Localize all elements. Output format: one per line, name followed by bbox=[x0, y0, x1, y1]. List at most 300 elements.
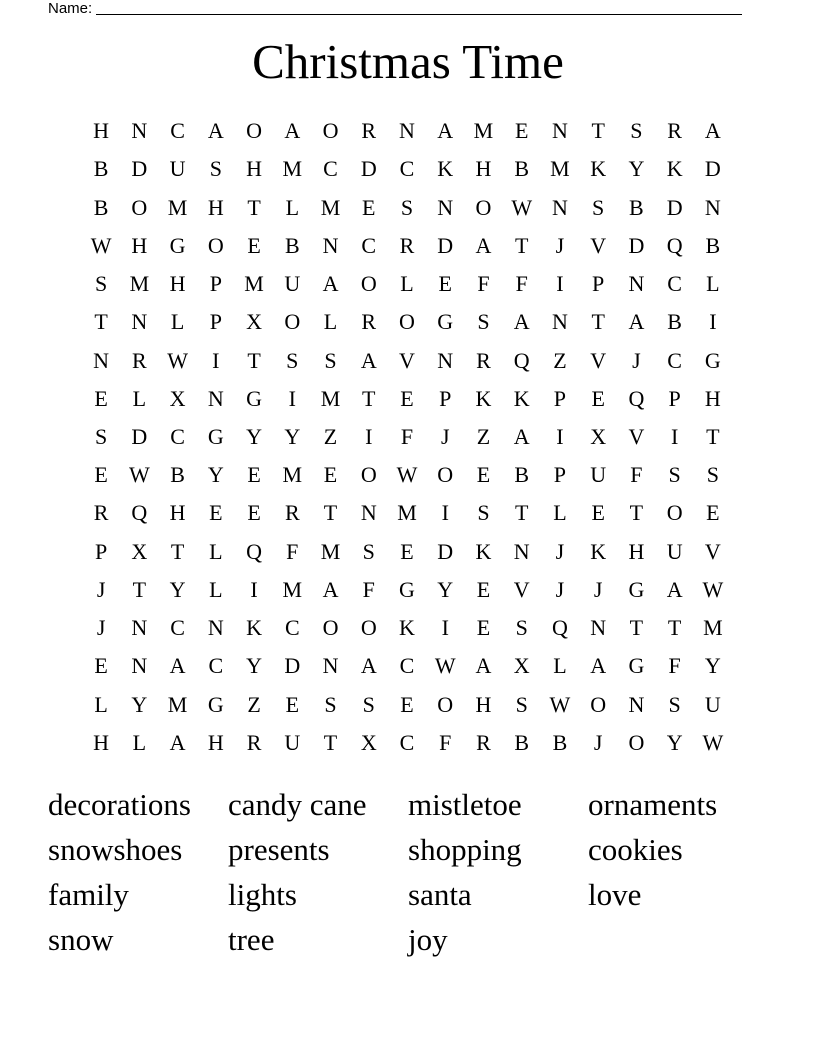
grid-letter: T bbox=[629, 615, 644, 641]
grid-letter: S bbox=[515, 615, 528, 641]
grid-letter: R bbox=[93, 500, 109, 526]
grid-letter: J bbox=[593, 729, 603, 755]
grid-letter: J bbox=[555, 232, 565, 258]
grid-letter: S bbox=[209, 156, 222, 182]
word-list-item: santa bbox=[408, 877, 472, 912]
page-title: Christmas Time bbox=[252, 34, 564, 89]
grid-letter: F bbox=[286, 538, 299, 564]
grid-letter: J bbox=[440, 423, 450, 449]
grid-letter: E bbox=[400, 691, 414, 717]
grid-letter: W bbox=[511, 194, 533, 220]
grid-letter: U bbox=[284, 729, 301, 755]
grid-letter: N bbox=[207, 385, 224, 411]
grid-letter: D bbox=[131, 156, 148, 182]
grid-letter: E bbox=[476, 615, 491, 641]
grid-letter: L bbox=[209, 576, 223, 602]
grid-letter: G bbox=[207, 423, 224, 449]
grid-letter: V bbox=[590, 347, 607, 373]
grid-letter: R bbox=[667, 118, 682, 144]
grid-letter: W bbox=[396, 462, 418, 488]
grid-letter: S bbox=[94, 423, 108, 449]
word-list-item: cookies bbox=[588, 832, 683, 867]
grid-letter: M bbox=[129, 271, 150, 297]
grid-letter: H bbox=[93, 729, 110, 755]
grid-letter: K bbox=[246, 615, 262, 641]
word-list-item: candy cane bbox=[228, 787, 367, 822]
grid-letter: N bbox=[551, 194, 568, 220]
grid-letter: A bbox=[322, 271, 339, 297]
grid-letter: P bbox=[553, 385, 567, 411]
grid-letter: I bbox=[441, 615, 449, 641]
grid-letter: N bbox=[131, 118, 148, 144]
grid-letter: P bbox=[668, 385, 681, 411]
grid-letter: M bbox=[320, 385, 341, 411]
grid-letter: T bbox=[629, 500, 644, 526]
grid-letter: J bbox=[96, 615, 106, 641]
grid-letter: Y bbox=[207, 462, 224, 488]
grid-letter: N bbox=[628, 691, 645, 717]
grid-letter: P bbox=[209, 309, 222, 335]
grid-letter: A bbox=[322, 576, 339, 602]
grid-letter: O bbox=[666, 500, 683, 526]
grid-letter: A bbox=[513, 309, 530, 335]
grid-letter: A bbox=[169, 653, 186, 679]
grid-letter: E bbox=[247, 462, 261, 488]
grid-letter: M bbox=[282, 156, 303, 182]
grid-letter: K bbox=[666, 156, 683, 182]
grid-letter: F bbox=[630, 462, 643, 488]
grid-letter: X bbox=[246, 309, 262, 335]
grid-letter: E bbox=[400, 385, 414, 411]
grid-letter: E bbox=[323, 462, 338, 488]
grid-letter: N bbox=[131, 653, 148, 679]
grid-letter: R bbox=[132, 347, 147, 373]
grid-letter: N bbox=[322, 653, 339, 679]
grid-letter: E bbox=[400, 538, 414, 564]
grid-letter: Y bbox=[666, 729, 683, 755]
grid-letter: A bbox=[513, 423, 530, 449]
grid-letter: S bbox=[668, 691, 681, 717]
grid-letter: B bbox=[667, 309, 682, 335]
grid-letter: M bbox=[167, 194, 188, 220]
grid-letter: W bbox=[702, 729, 724, 755]
grid-letter: N bbox=[207, 615, 224, 641]
grid-letter: H bbox=[169, 271, 186, 297]
grid-letter: V bbox=[399, 347, 415, 373]
grid-letter: D bbox=[284, 653, 301, 679]
grid-letter: Y bbox=[169, 576, 186, 602]
grid-letter: A bbox=[169, 729, 186, 755]
grid-letter: M bbox=[244, 271, 264, 297]
grid-letter: L bbox=[132, 729, 147, 755]
grid-letter: O bbox=[246, 118, 262, 144]
grid-letter: H bbox=[704, 385, 721, 411]
grid-letter: U bbox=[169, 156, 186, 182]
grid-letter: R bbox=[284, 500, 300, 526]
grid-letter: D bbox=[666, 194, 683, 220]
grid-letter: V bbox=[513, 576, 530, 602]
grid-letter: O bbox=[475, 194, 492, 220]
grid-letter: Q bbox=[131, 500, 148, 526]
grid-letter: B bbox=[629, 194, 644, 220]
grid-letter: L bbox=[94, 691, 108, 717]
grid-letter: B bbox=[170, 462, 185, 488]
word-list-item: lights bbox=[228, 877, 297, 912]
letter-grid bbox=[82, 112, 732, 762]
grid-letter: J bbox=[632, 347, 641, 373]
grid-letter: J bbox=[96, 576, 106, 602]
grid-letter: O bbox=[437, 691, 454, 717]
grid-letter: Z bbox=[323, 423, 338, 449]
grid-letter: E bbox=[247, 232, 261, 258]
grid-letter: C bbox=[399, 653, 415, 679]
grid-letter: D bbox=[437, 538, 454, 564]
grid-letter: N bbox=[551, 309, 568, 335]
grid-letter: X bbox=[513, 653, 530, 679]
grid-letter: P bbox=[439, 385, 452, 411]
word-list-item: presents bbox=[228, 832, 330, 867]
grid-letter: K bbox=[590, 538, 607, 564]
grid-letter: Q bbox=[513, 347, 530, 373]
grid-letter: I bbox=[556, 423, 564, 449]
grid-letter: N bbox=[131, 309, 148, 335]
grid-letter: E bbox=[591, 500, 605, 526]
grid-letter: C bbox=[361, 232, 377, 258]
grid-letter: G bbox=[704, 347, 721, 373]
grid-letter: F bbox=[362, 576, 375, 602]
grid-letter: G bbox=[628, 653, 645, 679]
word-list-item: joy bbox=[408, 922, 448, 957]
grid-letter: B bbox=[514, 156, 530, 182]
grid-letter: H bbox=[246, 156, 262, 182]
grid-letter: S bbox=[477, 309, 490, 335]
grid-letter: A bbox=[666, 576, 683, 602]
grid-letter: O bbox=[590, 691, 607, 717]
grid-letter: T bbox=[667, 615, 682, 641]
grid-letter: O bbox=[322, 615, 339, 641]
word-list-item: mistletoe bbox=[408, 787, 522, 822]
grid-letter: N bbox=[590, 615, 607, 641]
grid-letter: E bbox=[591, 385, 605, 411]
grid-letter: N bbox=[322, 232, 339, 258]
grid-letter: C bbox=[399, 729, 415, 755]
grid-letter: A bbox=[475, 653, 492, 679]
grid-letter: T bbox=[323, 500, 338, 526]
grid-letter: M bbox=[282, 576, 303, 602]
grid-letter: A bbox=[207, 118, 224, 144]
grid-letter: F bbox=[668, 653, 681, 679]
grid-letter: H bbox=[93, 118, 110, 144]
grid-letter: W bbox=[128, 462, 150, 488]
grid-letter: X bbox=[360, 729, 377, 755]
grid-letter: T bbox=[591, 309, 605, 335]
grid-letter: B bbox=[514, 462, 530, 488]
grid-letter: S bbox=[477, 500, 490, 526]
grid-letter: F bbox=[439, 729, 452, 755]
grid-letter: G bbox=[437, 309, 454, 335]
grid-letter: W bbox=[434, 653, 456, 679]
grid-letter: Y bbox=[131, 691, 148, 717]
grid-letter: W bbox=[702, 576, 724, 602]
grid-letter: B bbox=[93, 194, 109, 220]
grid-letter: C bbox=[170, 118, 185, 144]
grid-letter: Y bbox=[704, 653, 721, 679]
grid-letter: N bbox=[437, 194, 454, 220]
grid-letter: S bbox=[400, 194, 414, 220]
grid-letter: H bbox=[475, 156, 492, 182]
grid-letter: F bbox=[515, 271, 528, 297]
word-list-item: snowshoes bbox=[48, 832, 183, 867]
grid-letter: O bbox=[360, 615, 377, 641]
grid-letter: S bbox=[286, 347, 299, 373]
grid-letter: D bbox=[628, 232, 645, 258]
grid-letter: K bbox=[475, 385, 492, 411]
grid-letter: L bbox=[553, 500, 567, 526]
grid-letter: I bbox=[288, 385, 296, 411]
grid-letter: E bbox=[438, 271, 452, 297]
grid-letter: T bbox=[170, 538, 185, 564]
grid-letter: F bbox=[400, 423, 414, 449]
word-list-item: shopping bbox=[408, 832, 522, 867]
grid-letter: S bbox=[362, 691, 375, 717]
grid-letter: O bbox=[399, 309, 415, 335]
grid-letter: R bbox=[476, 729, 491, 755]
grid-letter: N bbox=[93, 347, 110, 373]
grid-letter: R bbox=[361, 309, 377, 335]
grid-letter: G bbox=[207, 691, 224, 717]
grid-letter: C bbox=[323, 156, 338, 182]
grid-letter: A bbox=[284, 118, 301, 144]
grid-letter: M bbox=[167, 691, 188, 717]
grid-letter: Z bbox=[553, 347, 567, 373]
grid-letter: X bbox=[169, 385, 186, 411]
grid-letter: M bbox=[473, 118, 494, 144]
grid-letter: L bbox=[132, 385, 147, 411]
grid-letter: E bbox=[476, 576, 491, 602]
word-list-item: snow bbox=[48, 922, 114, 957]
grid-letter: C bbox=[667, 271, 682, 297]
grid-letter: O bbox=[360, 462, 377, 488]
grid-letter: W bbox=[549, 691, 571, 717]
grid-letter: Q bbox=[628, 385, 645, 411]
grid-letter: O bbox=[437, 462, 454, 488]
grid-letter: K bbox=[590, 156, 607, 182]
grid-letter: P bbox=[209, 271, 222, 297]
grid-letter: V bbox=[628, 423, 645, 449]
word-list-item: tree bbox=[228, 922, 275, 957]
grid-letter: H bbox=[207, 194, 224, 220]
grid-letter: N bbox=[551, 118, 568, 144]
grid-letter: L bbox=[400, 271, 414, 297]
grid-letter: E bbox=[247, 500, 261, 526]
grid-letter: R bbox=[361, 118, 377, 144]
grid-letter: B bbox=[705, 232, 721, 258]
word-list bbox=[48, 782, 768, 962]
grid-letter: B bbox=[552, 729, 568, 755]
grid-letter: H bbox=[628, 538, 645, 564]
grid-letter: U bbox=[284, 271, 301, 297]
grid-letter: B bbox=[514, 729, 530, 755]
grid-letter: C bbox=[170, 615, 185, 641]
word-list-item: love bbox=[588, 877, 642, 912]
grid-letter: N bbox=[628, 271, 645, 297]
grid-letter: A bbox=[590, 653, 607, 679]
grid-letter: Q bbox=[666, 232, 683, 258]
name-label: Name: bbox=[48, 0, 93, 17]
grid-letter: L bbox=[285, 194, 300, 220]
grid-letter: M bbox=[320, 194, 341, 220]
grid-letter: K bbox=[513, 385, 530, 411]
grid-letter: G bbox=[399, 576, 415, 602]
grid-letter: A bbox=[360, 653, 377, 679]
grid-letter: T bbox=[362, 385, 376, 411]
grid-letter: X bbox=[590, 423, 607, 449]
grid-letter: Y bbox=[246, 653, 262, 679]
grid-letter: A bbox=[360, 347, 377, 373]
grid-letter: U bbox=[704, 691, 721, 717]
grid-letter: T bbox=[94, 309, 108, 335]
word-list-item: decorations bbox=[48, 787, 191, 822]
grid-letter: S bbox=[592, 194, 605, 220]
grid-letter: L bbox=[170, 309, 185, 335]
grid-letter: I bbox=[441, 500, 449, 526]
grid-letter: A bbox=[475, 232, 492, 258]
grid-letter: G bbox=[628, 576, 645, 602]
grid-letter: V bbox=[704, 538, 721, 564]
grid-letter: M bbox=[282, 462, 303, 488]
grid-letter: Y bbox=[284, 423, 301, 449]
grid-letter: J bbox=[555, 538, 565, 564]
grid-letter: E bbox=[94, 462, 108, 488]
grid-letter: A bbox=[628, 309, 645, 335]
grid-letter: T bbox=[247, 347, 261, 373]
grid-letter: M bbox=[397, 500, 417, 526]
grid-letter: H bbox=[207, 729, 224, 755]
grid-letter: Q bbox=[551, 615, 568, 641]
grid-letter: X bbox=[131, 538, 148, 564]
grid-letter: N bbox=[513, 538, 530, 564]
grid-letter: S bbox=[324, 347, 337, 373]
grid-letter: T bbox=[247, 194, 261, 220]
grid-letter: T bbox=[323, 729, 338, 755]
grid-letter: P bbox=[94, 538, 108, 564]
grid-letter: E bbox=[514, 118, 529, 144]
grid-letter: K bbox=[399, 615, 415, 641]
grid-letter: E bbox=[706, 500, 720, 526]
grid-letter: Q bbox=[246, 538, 262, 564]
grid-letter: V bbox=[590, 232, 607, 258]
grid-letter: S bbox=[668, 462, 681, 488]
grid-letter: S bbox=[515, 691, 528, 717]
grid-letter: S bbox=[362, 538, 375, 564]
grid-letter: J bbox=[555, 576, 565, 602]
grid-letter: M bbox=[550, 156, 570, 182]
grid-letter: D bbox=[131, 423, 148, 449]
grid-letter: C bbox=[667, 347, 682, 373]
grid-letter: E bbox=[362, 194, 376, 220]
grid-letter: C bbox=[208, 653, 224, 679]
grid-letter: R bbox=[399, 232, 415, 258]
grid-letter: Y bbox=[437, 576, 454, 602]
grid-letter: L bbox=[323, 309, 338, 335]
grid-letter: S bbox=[94, 271, 108, 297]
grid-letter: J bbox=[593, 576, 603, 602]
grid-letter: W bbox=[90, 232, 112, 258]
grid-letter: S bbox=[324, 691, 337, 717]
grid-letter: I bbox=[709, 309, 717, 335]
grid-letter: L bbox=[209, 538, 223, 564]
grid-letter: N bbox=[399, 118, 415, 144]
grid-letter: R bbox=[476, 347, 491, 373]
grid-letter: T bbox=[514, 232, 529, 258]
grid-letter: I bbox=[250, 576, 258, 602]
grid-letter: N bbox=[704, 194, 721, 220]
grid-letter: I bbox=[365, 423, 373, 449]
grid-letter: R bbox=[246, 729, 262, 755]
grid-letter: I bbox=[212, 347, 220, 373]
grid-letter: K bbox=[437, 156, 454, 182]
grid-letter: M bbox=[320, 538, 341, 564]
grid-letter: A bbox=[704, 118, 721, 144]
grid-letter: L bbox=[706, 271, 720, 297]
grid-letter: U bbox=[666, 538, 683, 564]
grid-letter: E bbox=[285, 691, 300, 717]
grid-letter: D bbox=[704, 156, 721, 182]
grid-letter: W bbox=[167, 347, 188, 373]
grid-letter: Z bbox=[247, 691, 261, 717]
grid-letter: T bbox=[706, 423, 720, 449]
grid-letter: E bbox=[94, 653, 108, 679]
grid-letter: O bbox=[131, 194, 148, 220]
grid-letter: Y bbox=[246, 423, 262, 449]
grid-letter: C bbox=[399, 156, 415, 182]
grid-letter: O bbox=[322, 118, 339, 144]
grid-letter: C bbox=[284, 615, 300, 641]
grid-letter: H bbox=[475, 691, 492, 717]
grid-letter: O bbox=[628, 729, 645, 755]
grid-letter: I bbox=[670, 423, 679, 449]
grid-letter: H bbox=[169, 500, 186, 526]
grid-letter: P bbox=[592, 271, 605, 297]
grid-letter: Y bbox=[628, 156, 645, 182]
grid-letter: B bbox=[284, 232, 300, 258]
grid-letter: T bbox=[514, 500, 529, 526]
grid-letter: G bbox=[169, 232, 186, 258]
grid-letter: Z bbox=[476, 423, 491, 449]
grid-letter: P bbox=[553, 462, 567, 488]
grid-letter: S bbox=[706, 462, 719, 488]
grid-letter: F bbox=[477, 271, 490, 297]
grid-letter: S bbox=[630, 118, 643, 144]
grid-letter: E bbox=[476, 462, 491, 488]
grid-letter: D bbox=[360, 156, 377, 182]
grid-letter: C bbox=[170, 423, 185, 449]
grid-letter: B bbox=[93, 156, 109, 182]
grid-letter: E bbox=[94, 385, 108, 411]
grid-letter: E bbox=[209, 500, 223, 526]
grid-letter: M bbox=[703, 615, 723, 641]
grid-letter: T bbox=[132, 576, 147, 602]
name-underline bbox=[96, 0, 742, 15]
grid-letter: N bbox=[131, 615, 148, 641]
grid-letter: O bbox=[284, 309, 301, 335]
grid-letter: G bbox=[246, 385, 262, 411]
grid-letter: O bbox=[360, 271, 377, 297]
grid-letter: T bbox=[591, 118, 605, 144]
grid-letter: L bbox=[553, 653, 567, 679]
word-list-item: ornaments bbox=[588, 787, 718, 822]
name-field bbox=[48, 0, 742, 18]
